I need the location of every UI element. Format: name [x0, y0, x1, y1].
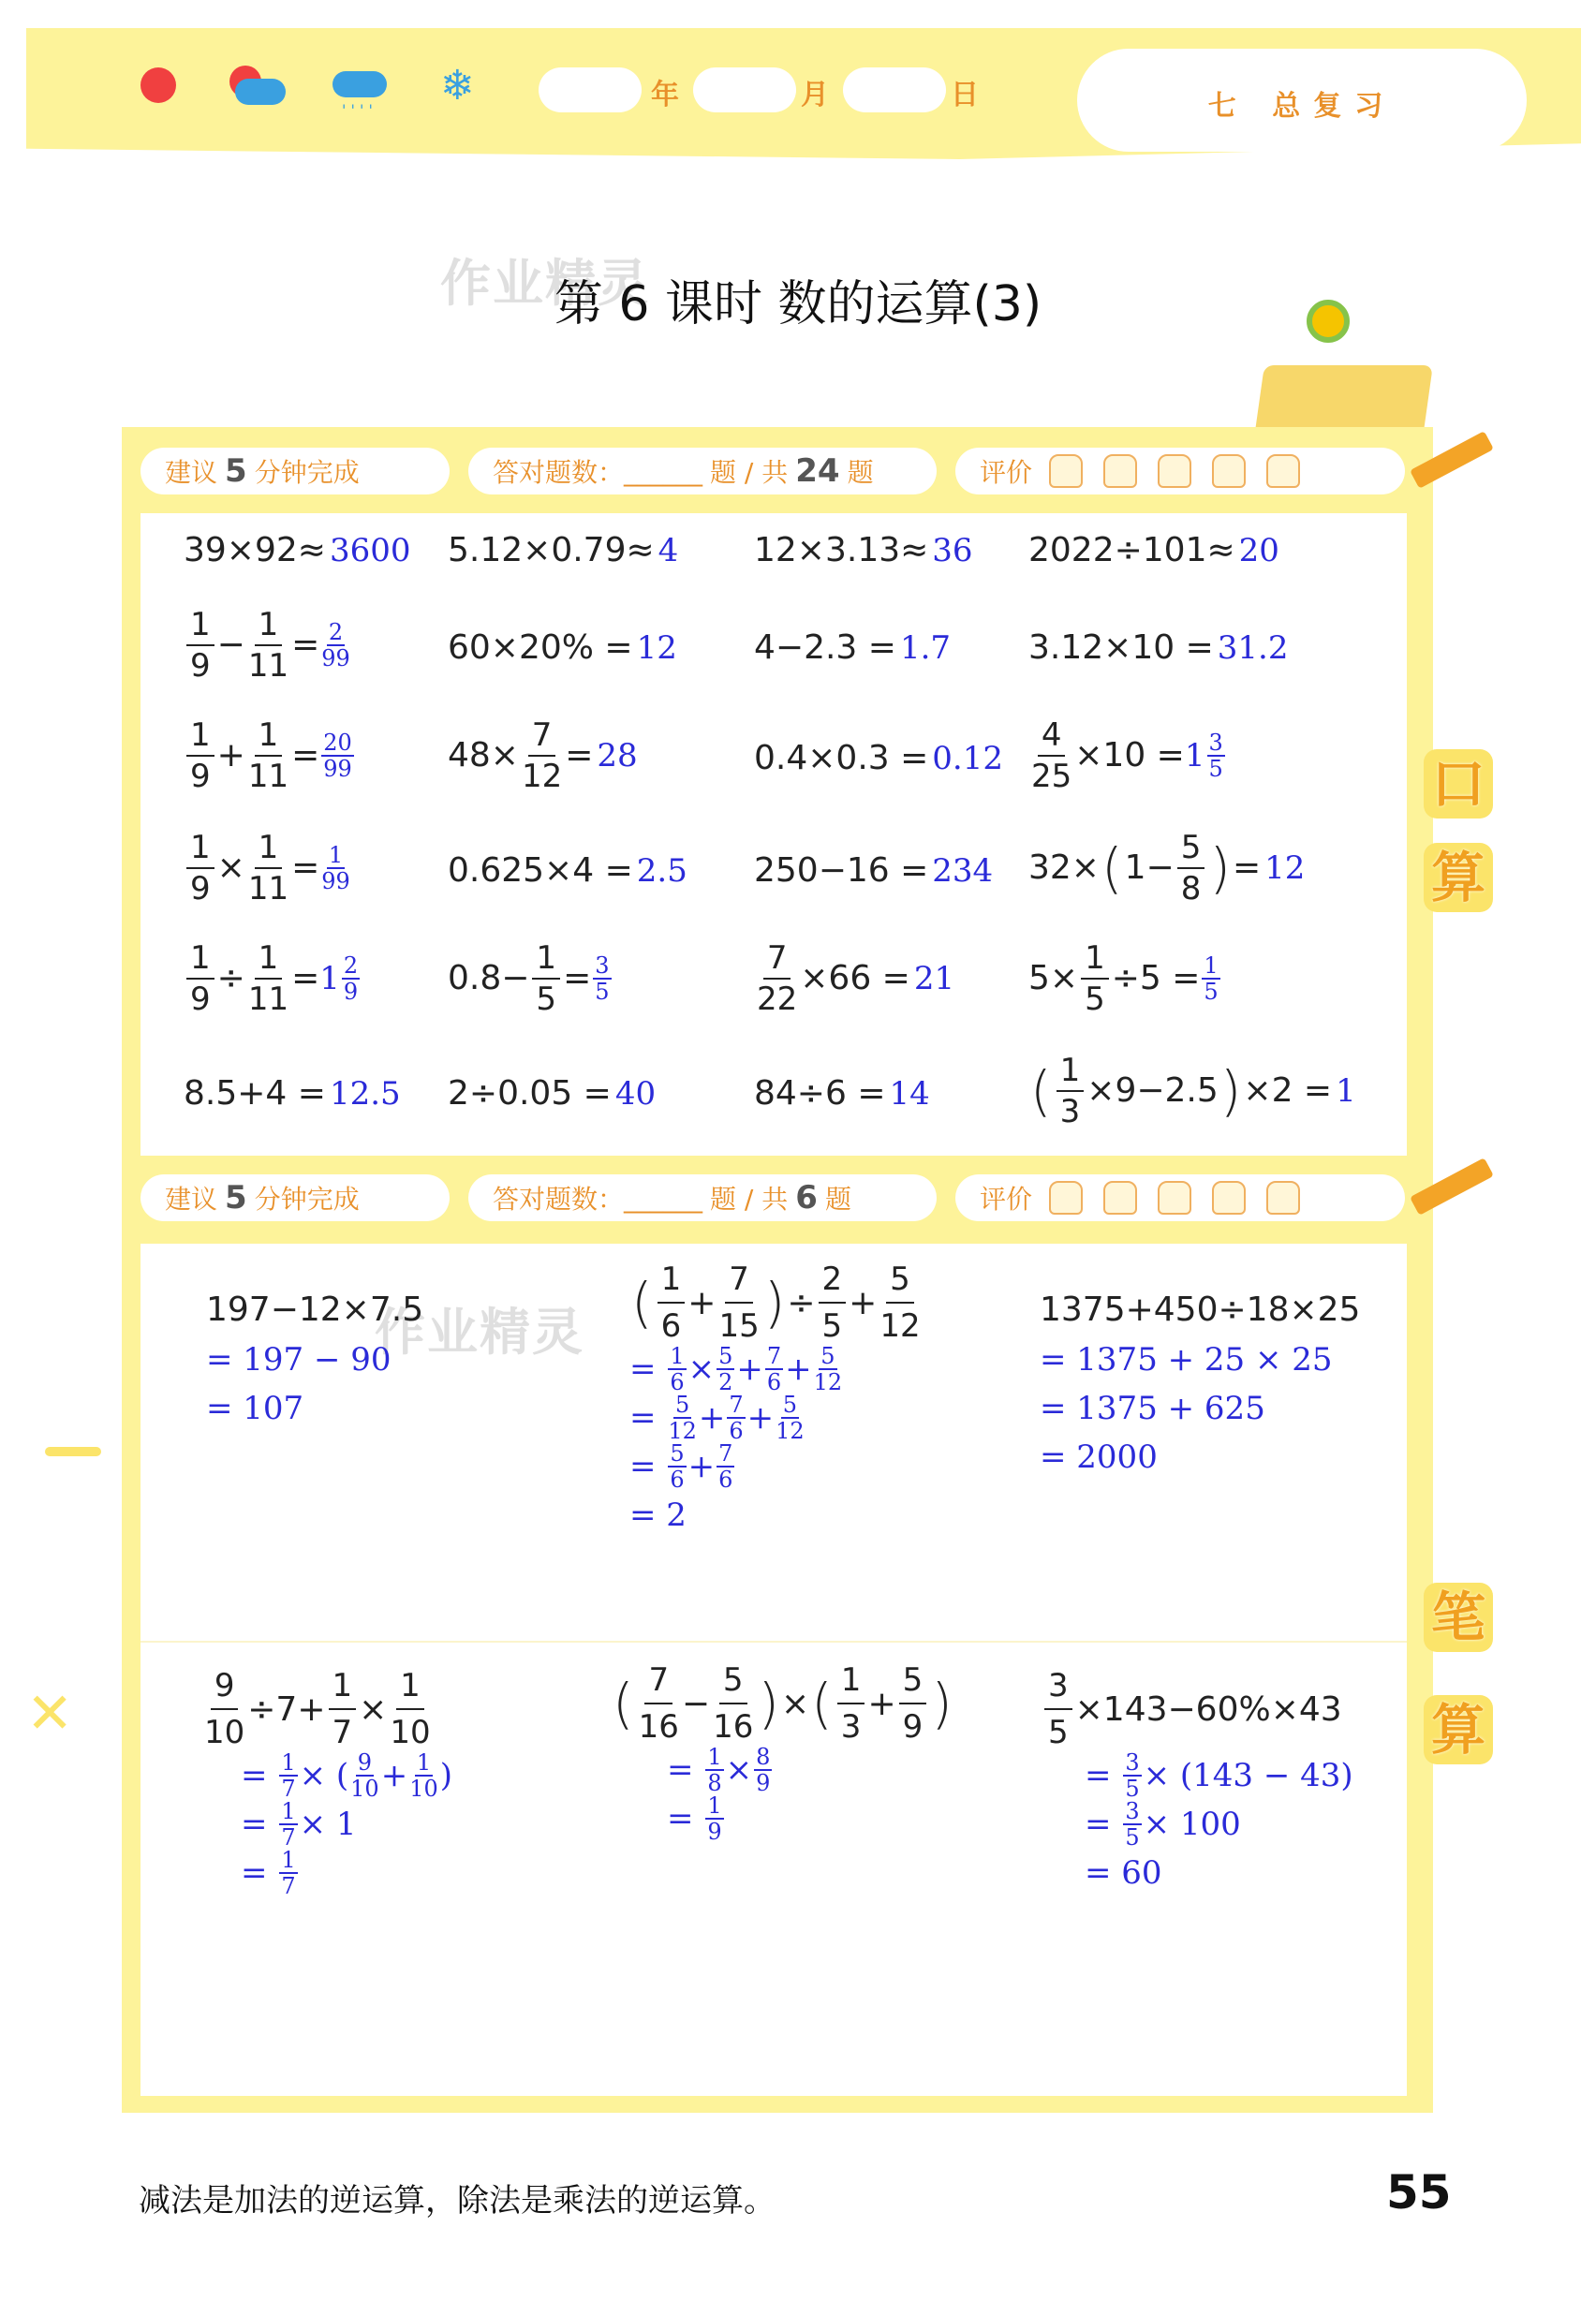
written-problem-2 [629, 1261, 924, 1540]
per-label: 题 / 共 [710, 457, 789, 488]
oral-item: 1 9 − $\frac{1}{11}$ = $\frac{2}{99}$ [184, 609, 352, 682]
solution-step: = 197 − 90 [206, 1341, 392, 1379]
solution-step: = 60 [1085, 1854, 1162, 1892]
problem-expression: ( 1 6 + $\frac{7}{15}$ ) ÷ $\frac{2}{5}$ + $\frac{5}{12}$ [631, 1261, 921, 1345]
dash-decoration [45, 1447, 101, 1456]
minutes-value: 5 [225, 1179, 247, 1217]
written-score [468, 1174, 937, 1221]
sunny-icon [140, 67, 176, 103]
oral-item: 0.4×0.3 = 0.12 [754, 739, 1003, 777]
oral-item: $\frac{7}{22}$ ×66 = 21 [757, 939, 955, 1018]
rating-label: 评价 [980, 457, 1033, 488]
year-box[interactable] [539, 67, 642, 112]
month-box[interactable] [693, 67, 796, 112]
written-problem-3 [1040, 1283, 1360, 1482]
cross-decoration: ✕ [26, 1681, 74, 1747]
thumb-icon[interactable] [1158, 454, 1191, 488]
solution-step: = $\frac{1}{7}$ × ( 9 10 + $\frac{1}{10}$ ) [241, 1749, 453, 1802]
oral-item: 1 9 + $\frac{1}{11}$ = $\frac{20}{99}$ [184, 719, 356, 792]
watermark: 作业精灵 [375, 1303, 584, 1362]
problem-expression: 1375+450÷18×25 [1040, 1290, 1361, 1329]
total-value: 24 [795, 452, 840, 490]
month-label: 月 [801, 79, 829, 111]
oral-rating [955, 448, 1405, 494]
solution-step: = $\frac{1}{7}$ [241, 1847, 296, 1899]
solution-step: = 107 [206, 1390, 304, 1427]
thumb-icon[interactable] [1049, 454, 1083, 488]
solution-step: = $\frac{5}{6}$ + $\frac{7}{6}$ [629, 1440, 733, 1493]
oral-item: 12×3.13≈ 36 [754, 531, 973, 569]
oral-item: 2÷0.05 = 40 [448, 1074, 657, 1113]
ti-label: 题 [847, 457, 874, 488]
book-icon [1255, 365, 1433, 431]
side-label-kou: 口 [1424, 749, 1493, 819]
divider [140, 1641, 1407, 1643]
suggest-label: 建议 [165, 457, 218, 488]
answered-label: 答对题数： [493, 457, 625, 488]
thumb-icon[interactable] [1103, 454, 1137, 488]
thumb-icon[interactable] [1266, 454, 1300, 488]
oral-item: $\frac{4}{25}$ ×10 = 1 3 5 [1031, 716, 1223, 795]
solution-step: = 2000 [1040, 1438, 1158, 1476]
problem-expression: 197−12×7.5 [206, 1290, 424, 1329]
rating-label: 评价 [980, 1184, 1033, 1215]
minutes-value: 5 [225, 452, 247, 490]
written-problem-4 [201, 1667, 452, 1897]
thumb-icon[interactable] [1158, 1181, 1191, 1215]
answer-blank[interactable]: ______ [624, 1182, 703, 1214]
unit-pill [1077, 49, 1527, 152]
day-label: 日 [951, 79, 979, 111]
problem-expression: $\frac{9}{10}$ ÷7+ $\frac{1}{7}$ × $\frac{1}{10}$ [204, 1667, 431, 1751]
oral-item: 84÷6 = 14 [754, 1074, 930, 1113]
suggest-label: 建议 [165, 1184, 218, 1215]
oral-time-suggestion [140, 448, 450, 494]
per-label: 题 / 共 [710, 1184, 789, 1215]
written-time-suggestion [140, 1174, 450, 1221]
page-number: 55 [1386, 2165, 1452, 2220]
oral-item: ( $\frac{1}{3}$ ×9−2.5 ) ×2 = 1 [1030, 1052, 1356, 1130]
flower-icon [1307, 300, 1350, 343]
problem-expression: ( 7 16 − $\frac{5}{16}$ ) × ( 1 3 + $\frac{5}{9}$ ) [613, 1661, 953, 1746]
solution-step: = 1375 + 625 [1040, 1390, 1265, 1427]
total-value: 6 [795, 1179, 818, 1217]
written-problem-6 [1042, 1667, 1353, 1897]
day-box[interactable] [843, 67, 946, 112]
written-problem-5 [611, 1661, 954, 1843]
oral-item: 2022÷101≈ 20 [1028, 531, 1279, 569]
oral-item: 48× $\frac{7}{12}$ = 28 [448, 716, 638, 795]
cloudy-icon [229, 66, 286, 107]
oral-item: 5.12×0.79≈ 4 [448, 531, 679, 569]
problem-expression: $\frac{3}{5}$ ×143−60%×43 [1042, 1667, 1353, 1751]
thumb-icon[interactable] [1103, 1181, 1137, 1215]
ti-label: 题 [824, 1184, 851, 1215]
page-title: 第 6 课时 数的运算(3) [554, 276, 1042, 332]
complete-label: 分钟完成 [254, 1184, 360, 1215]
oral-item: 3.12×10 = 31.2 [1028, 628, 1289, 667]
written-problem-1 [206, 1283, 423, 1433]
oral-item: 4−2.3 = 1.7 [754, 628, 952, 667]
watermark: 作业精灵 [440, 254, 650, 313]
solution-step: = 2 [629, 1497, 687, 1534]
thumb-icon[interactable] [1266, 1181, 1300, 1215]
oral-item: 60×20% = 12 [448, 628, 677, 667]
unit-label: 七 总复习 [1207, 90, 1396, 123]
oral-item: 0.8− $\frac{1}{5}$ = $\frac{3}{5}$ [448, 939, 610, 1018]
side-label-suan: 算 [1424, 843, 1493, 912]
answer-blank[interactable]: ______ [624, 455, 703, 487]
solution-step: = $\frac{1}{9}$ [667, 1792, 722, 1845]
oral-item: $\frac{1}{9}$ × $\frac{1}{11}$ = $\frac{1}{99}$ [184, 832, 352, 905]
oral-item: 250−16 = 234 [754, 851, 994, 890]
solution-step: = 1375 + 25 × 25 [1040, 1341, 1333, 1379]
solution-step: = $\frac{5}{12}$ + $\frac{7}{6}$ + $\frac{5}{12}$ [629, 1392, 805, 1444]
thumb-icon[interactable] [1212, 1181, 1246, 1215]
oral-item: 39×92≈ 3600 [184, 531, 411, 569]
oral-item: $\frac{1}{9}$ ÷ $\frac{1}{11}$ = 1 2 9 [184, 942, 362, 1015]
oral-item: 8.5+4 = 12.5 [184, 1074, 401, 1113]
solution-step: = $\frac{1}{6}$ × $\frac{5}{2}$ + $\frac{7}{6}$ + $\frac{5}{12}$ [629, 1343, 843, 1395]
thumb-icon[interactable] [1049, 1181, 1083, 1215]
solution-step: = $\frac{3}{5}$ × 100 [1085, 1798, 1241, 1851]
snow-icon: ❄ [440, 62, 475, 110]
complete-label: 分钟完成 [254, 457, 360, 488]
solution-step: = $\frac{1}{7}$ × 1 [241, 1798, 357, 1851]
written-rating [955, 1174, 1405, 1221]
year-label: 年 [651, 79, 679, 111]
thumb-icon[interactable] [1212, 454, 1246, 488]
oral-item: 5× $\frac{1}{5}$ ÷5 = $\frac{1}{5}$ [1028, 939, 1219, 1018]
oral-score [468, 448, 937, 494]
side-label-bi: 笔 [1424, 1583, 1493, 1652]
footer-note: 减法是加法的逆运算，除法是乘法的逆运算。 [139, 2182, 776, 2220]
oral-item: 32× ( 1− $\frac{5}{8}$ ) = 12 [1028, 829, 1306, 907]
oral-item: 0.625×4 = 2.5 [448, 851, 687, 890]
solution-step: = $\frac{3}{5}$ × (143 − 43) [1085, 1749, 1353, 1802]
side-label-suan: 算 [1424, 1695, 1493, 1764]
solution-step: = $\frac{1}{8}$ × $\frac{8}{9}$ [667, 1744, 771, 1796]
rain-icon: ' ' ' ' [332, 71, 389, 118]
answered-label: 答对题数： [493, 1184, 625, 1215]
